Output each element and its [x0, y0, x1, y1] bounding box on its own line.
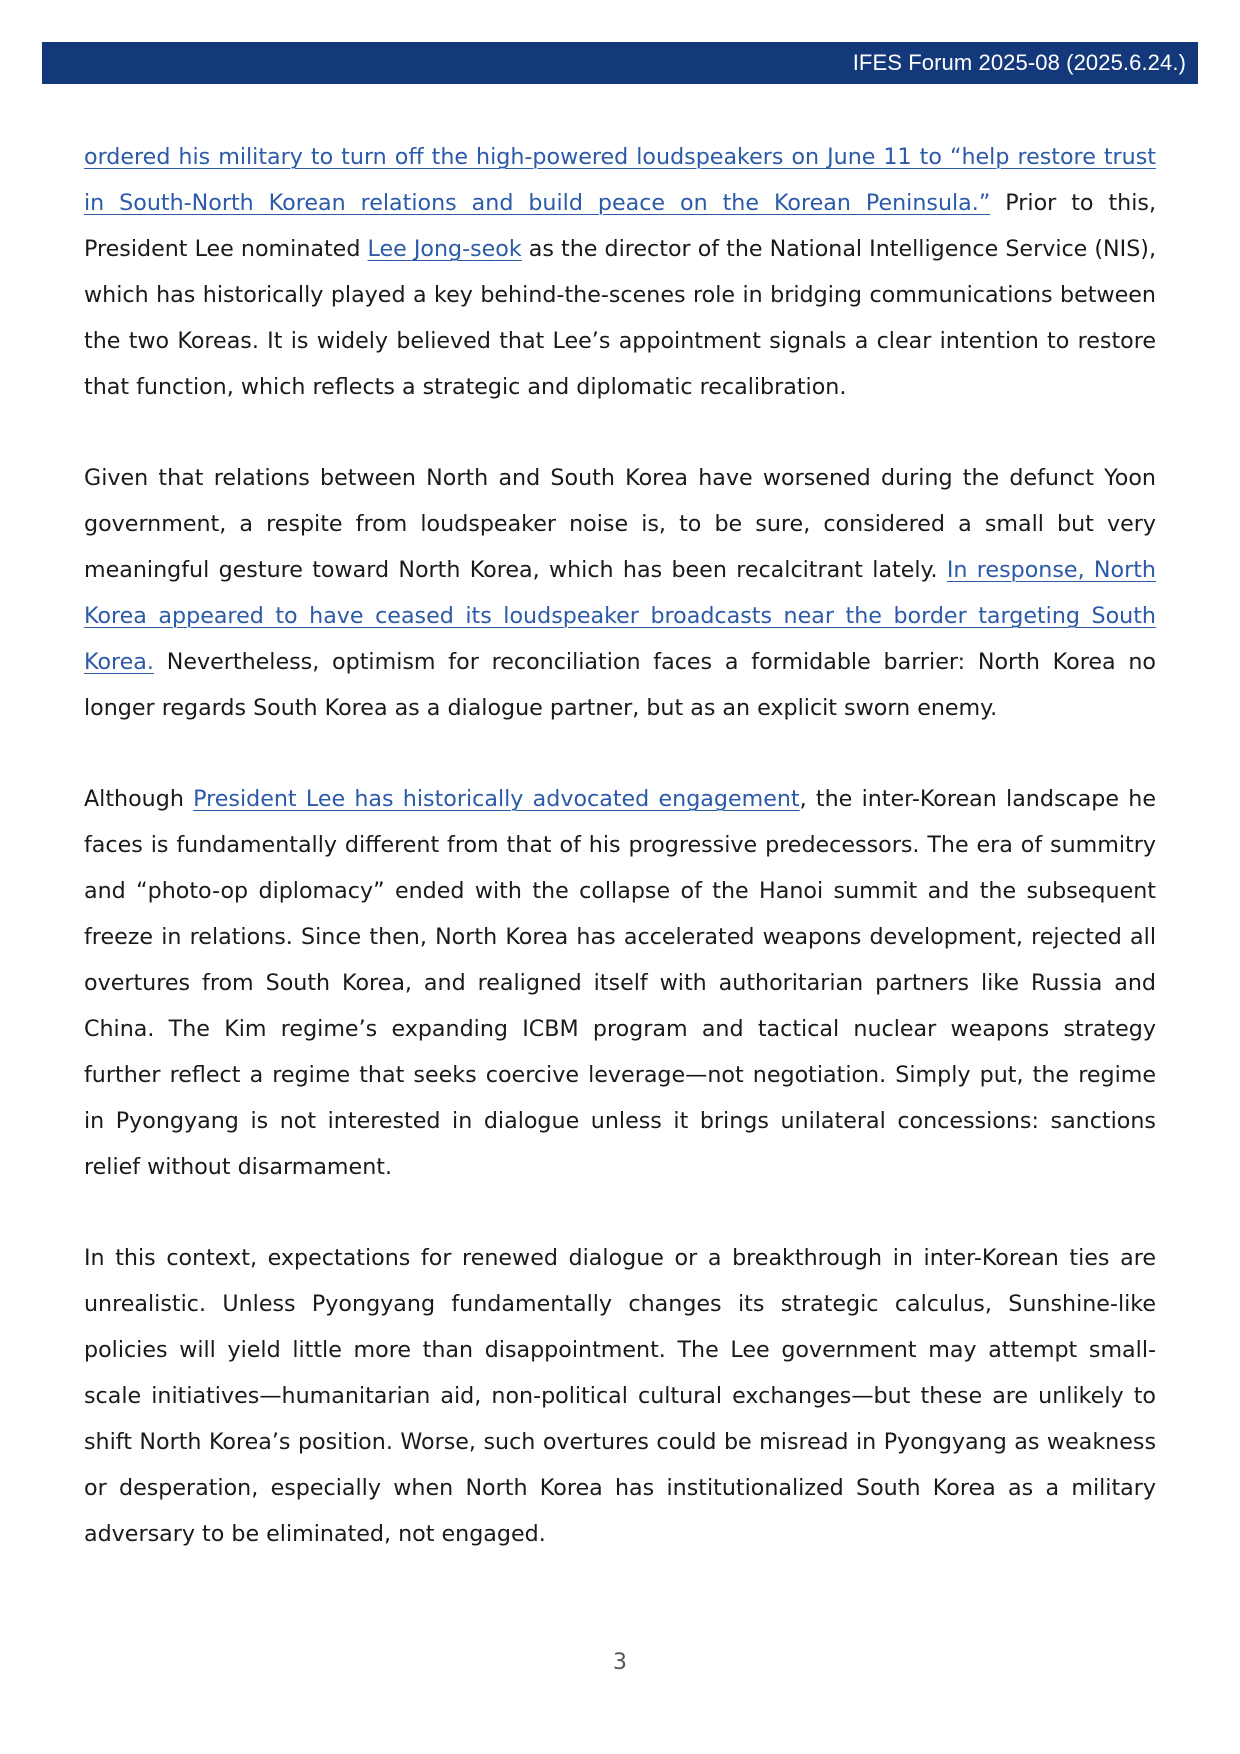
paragraph-text: Given that relations between North and South Korea have worsened during the defunct Yoon government, a respite from loudspeaker noise is, to be sure, considered a small but very meaningful gesture toward North Korea, which has been recalcitrant lately. — [84, 465, 1156, 583]
paragraph-text: Although — [84, 786, 194, 812]
paragraph-text: Nevertheless, optimism for reconciliation faces a formidable barrier: North Korea no longer regards South Korea as a dialogue partner, but as an explicit sworn enemy. — [84, 649, 1156, 721]
document-series-title: IFES Forum 2025-08 (2025.6.24.) — [852, 50, 1186, 75]
paragraph-text: , the inter-Korean landscape he faces is fundamentally different from that of his progressive predecessors. The era of summitry and “photo-op diplomacy” ended with the collapse of the Hanoi summit and the subsequent freeze in relations. Since then, North Korea has accelerated weapons development, rejected all overtures from South Korea, and realigned itself with authoritarian partners like Russia and China. The Kim regime’s expanding ICBM program and tactical nuclear weapons strategy further reflect a regime that seeks coercive leverage—not negotiation. Simply put, the regime in Pyongyang is not interested in dialogue unless it brings unilateral concessions: sanctions relief without disarmament. — [84, 786, 1156, 1180]
link-lee-jong-seok[interactable]: Lee Jong-seok — [367, 236, 522, 262]
paragraph-text: as the director of the National Intelligence Service (NIS), which has historically played a key behind-the-scenes role in bridging communications between the two Koreas. It is widely believed that Lee’s appointment signals a clear intention to restore that function, which reflects a strategic and diplomatic recalibration. — [84, 236, 1156, 400]
page-number: 3 — [613, 1650, 627, 1675]
paragraph-2 — [84, 455, 1156, 731]
paragraph-4 — [84, 1235, 1156, 1557]
link-loudspeakers-order[interactable]: ordered his military to turn off the high-powered loudspeakers on June 11 to “help restore trust in South-North Korean relations and build peace on the Korean Peninsula.” — [84, 144, 1156, 216]
header-bar — [42, 42, 1198, 84]
link-north-korea-response[interactable]: In response, North Korea appeared to have ceased its loudspeaker broadcasts near the border targeting South Korea. — [84, 557, 1156, 675]
article-body — [84, 134, 1156, 1602]
paragraph-text: Prior to this, President Lee nominated — [84, 190, 1156, 262]
paragraph-1 — [84, 134, 1156, 410]
link-president-lee-engagement[interactable]: President Lee has historically advocated engagement — [193, 786, 800, 812]
paragraph-3 — [84, 776, 1156, 1190]
paragraph-text: In this context, expectations for renewed dialogue or a breakthrough in inter-Korean ties are unrealistic. Unless Pyongyang fundamentally changes its strategic calculus, Sunshine-like policies will yield little more than disappointment. The Lee government may attempt small-scale initiatives—humanitarian aid, non-political cultural exchanges—but these are unlikely to shift North Korea’s position. Worse, such overtures could be misread in Pyongyang as weakness or desperation, especially when North Korea has institutionalized South Korea as a military adversary to be eliminated, not engaged. — [84, 1245, 1156, 1547]
